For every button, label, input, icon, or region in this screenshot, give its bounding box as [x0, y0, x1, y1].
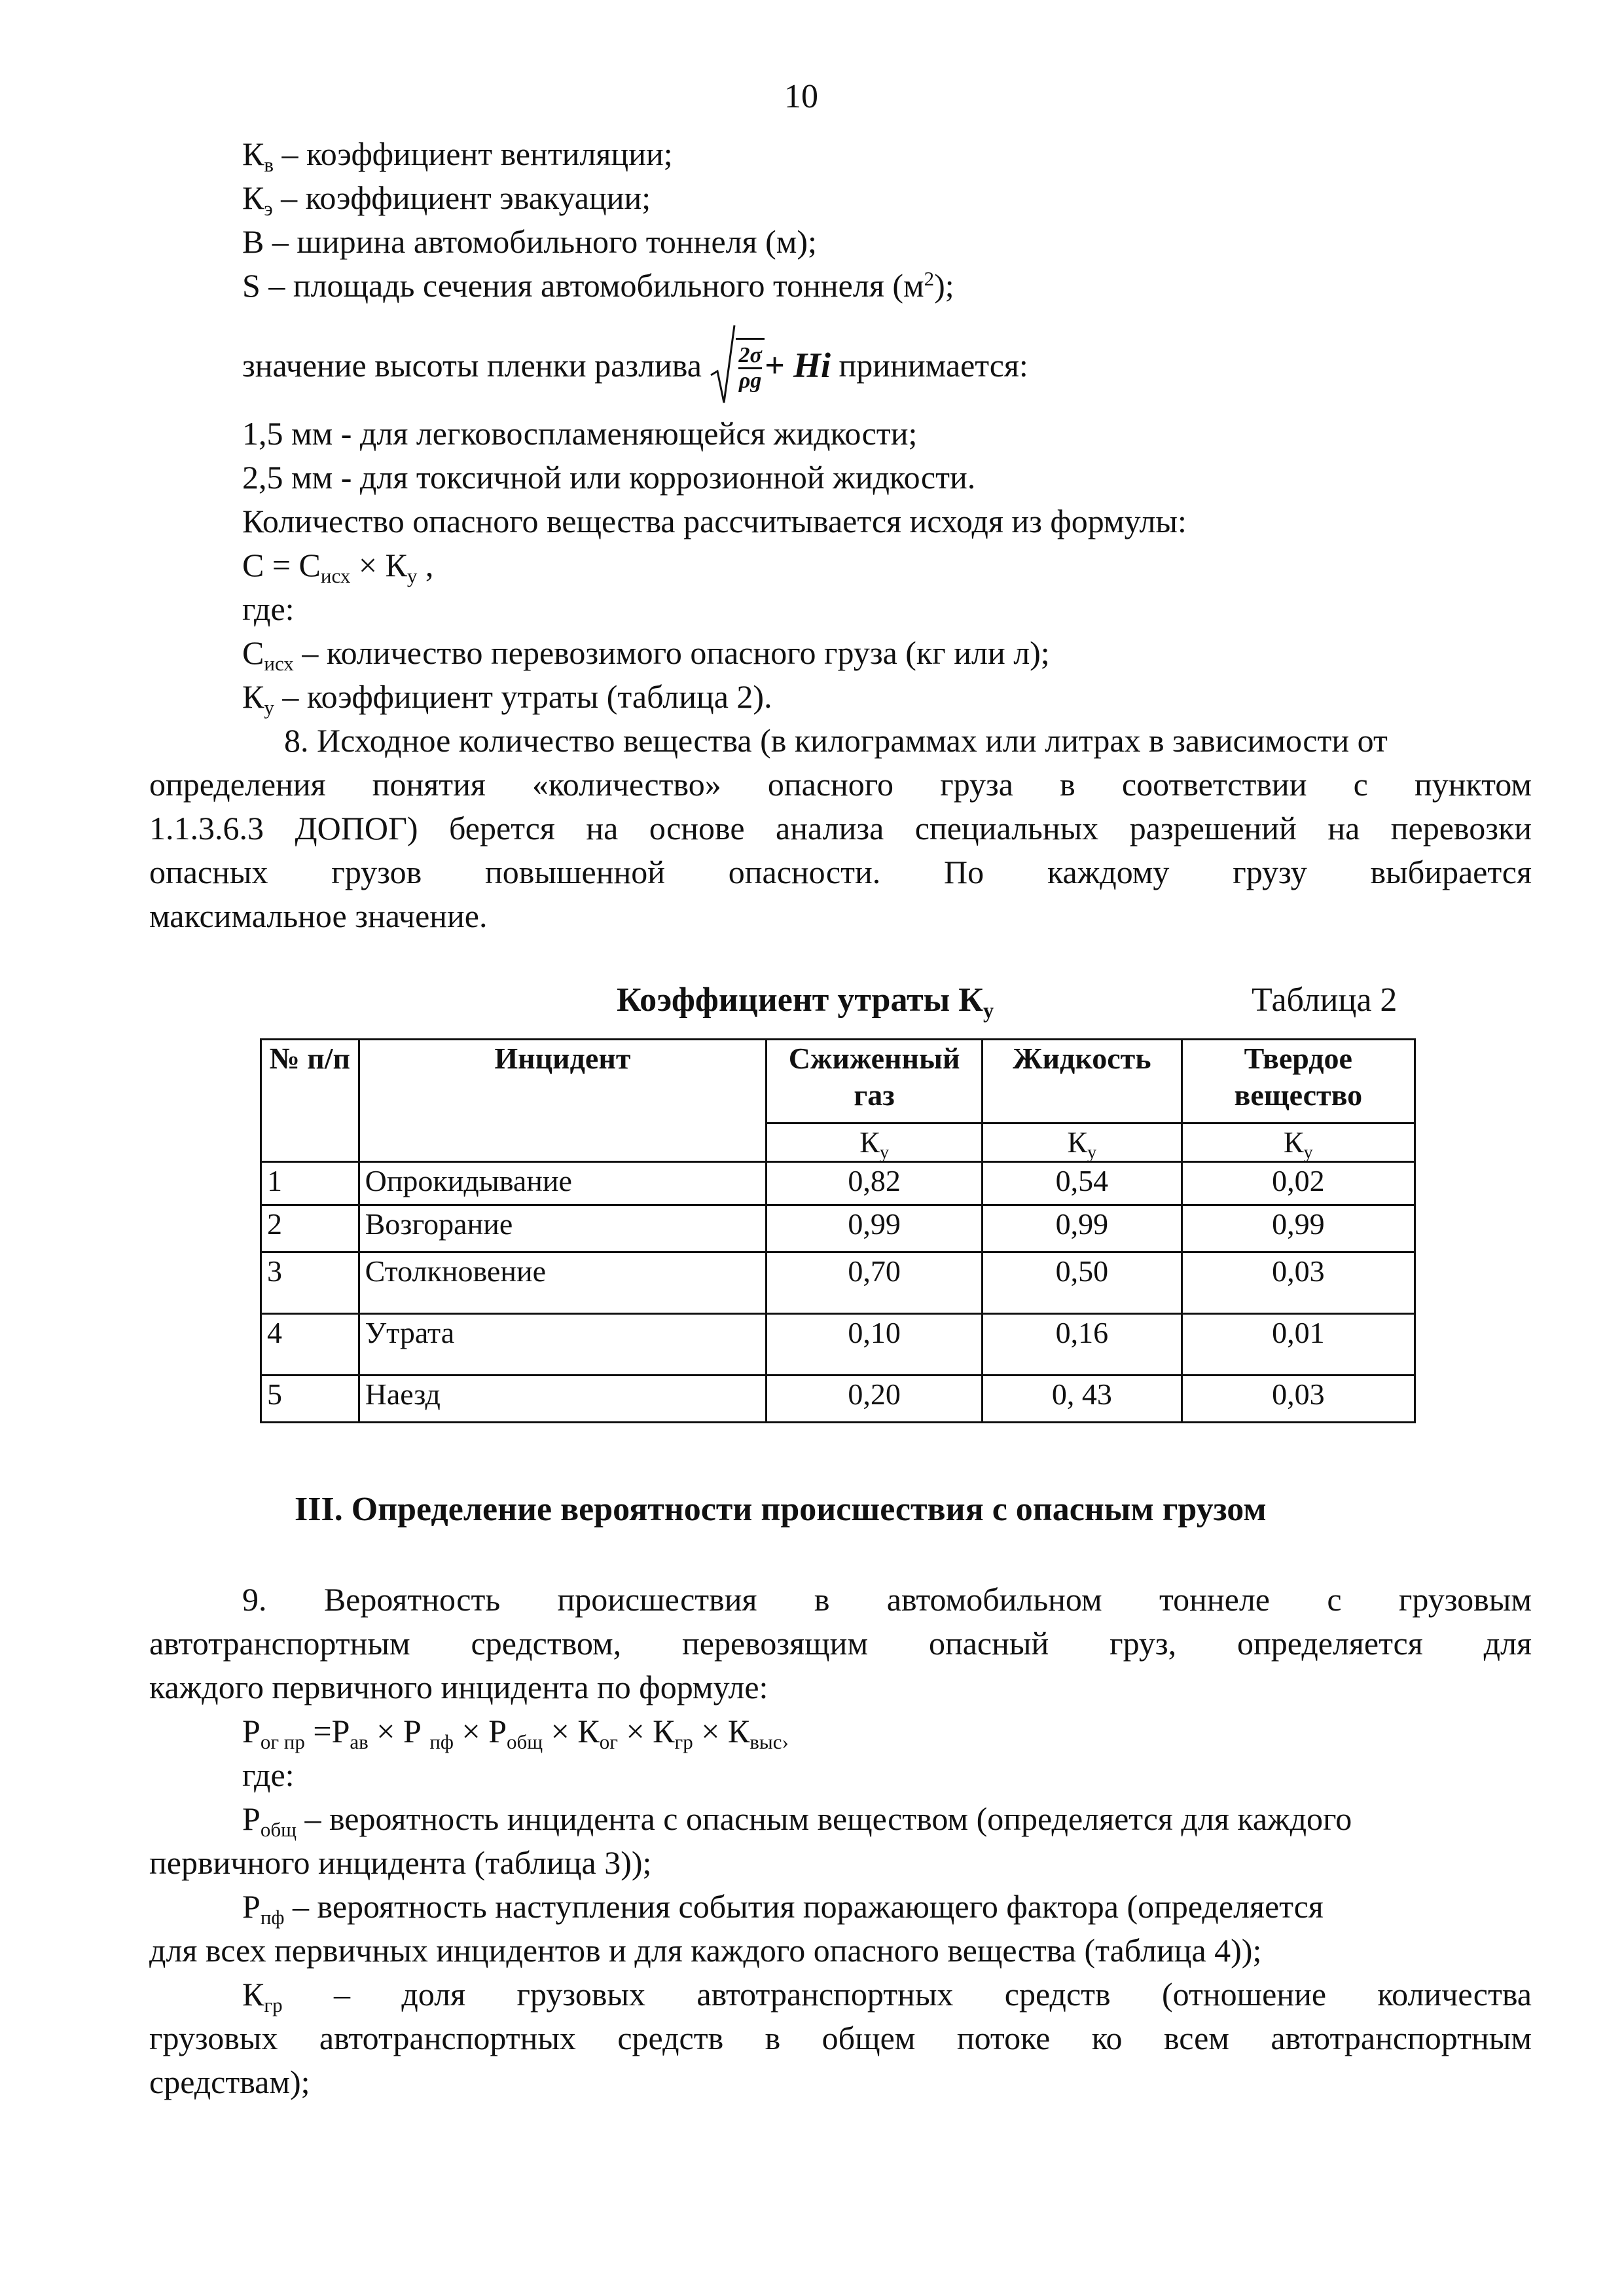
- row-num: 5: [261, 1376, 359, 1423]
- def-ke: $К_э$ – коэффициент эвакуации;: [242, 179, 651, 220]
- p8-line-3: 1.1.3.6.3 ДОПОГ) берется на основе анализа специальных разрешений на перевозки: [149, 810, 1532, 847]
- qty-intro: Количество опасного вещества рассчитывается исходя из формулы:: [242, 503, 1187, 539]
- row-gas: 0,70: [767, 1252, 983, 1314]
- p9-line-1: 9. Вероятность происшествия в автомобильном тоннеле с грузовым: [242, 1581, 1532, 1618]
- row-incident: Возгорание: [359, 1205, 767, 1252]
- table-row: [261, 1314, 1415, 1376]
- formula-p: $Р_{ог пр} =Р_{ав} \times Р$ $_{пф} \times Р_{общ} \times К_{ог} \times К_{гр} \times К_{выс›}$: [242, 1713, 789, 1753]
- plus-hi: + Hi: [764, 346, 831, 385]
- def-b: В – ширина автомобильного тоннеля (м);: [242, 223, 817, 260]
- table-row: [261, 1252, 1415, 1314]
- table-title: Коэффициент утраты $К_у$: [617, 981, 994, 1023]
- fraction: $\frac{2\sigma}{\rho g}$: [736, 338, 764, 393]
- where-2: где:: [242, 1757, 295, 1793]
- row-num: 1: [261, 1162, 359, 1205]
- def-ppf-2: для всех первичных инцидентов и для каждого опасного вещества (таблица 4));: [149, 1932, 1262, 1969]
- row-gas: 0,99: [767, 1205, 983, 1252]
- p8-line-2: определения понятия «количество» опасного груза в соответствии с пунктом: [149, 766, 1532, 803]
- header-gas: Сжиженный газ: [767, 1040, 983, 1123]
- loss-coefficient-table: [260, 1038, 1416, 1423]
- table-row: [261, 1376, 1415, 1423]
- def-kgr-3: средствам);: [149, 2064, 310, 2100]
- def-kgr-2: грузовых автотранспортных средств в общем потоке ко всем автотранспортным: [149, 2020, 1532, 2056]
- p9-line-3: каждого первичного инцидента по формуле:: [149, 1669, 768, 1705]
- table-row: [261, 1162, 1415, 1205]
- table-label: Таблица 2: [1252, 981, 1398, 1019]
- row-solid: 0,03: [1182, 1252, 1415, 1314]
- row-gas: 0,20: [767, 1376, 983, 1423]
- row-solid: 0,02: [1182, 1162, 1415, 1205]
- row-gas: 0,82: [767, 1162, 983, 1205]
- where-1: где:: [242, 591, 295, 627]
- def-kgr-1: $К_{гр}$ – доля грузовых автотранспортных средств (отношение количества: [242, 1976, 1532, 2016]
- formula-c: $С = С_{исх} \times К_у$ ,: [242, 547, 434, 587]
- film-value-1: 1,5 мм - для легковоспламеняющейся жидкости;: [242, 415, 918, 452]
- row-incident: Наезд: [359, 1376, 767, 1423]
- table-row: [261, 1205, 1415, 1252]
- def-ppf-1: $Р_{пф}$ – вероятность наступления события поражающего фактора (определяется: [242, 1888, 1324, 1929]
- row-incident: Утрата: [359, 1314, 767, 1376]
- row-solid: 0,03: [1182, 1376, 1415, 1423]
- def-cisx: $С_{исх}$ – количество перевозимого опасного груза (кг или л);: [242, 634, 1050, 675]
- header-liquid: Жидкость: [983, 1040, 1182, 1123]
- header-incident: Инцидент: [359, 1040, 767, 1162]
- def-kv: $К_в$ – коэффициент вентиляции;: [242, 136, 673, 176]
- table-header-row: [261, 1040, 1415, 1123]
- ky-solid: $К_у$: [1182, 1123, 1415, 1162]
- row-incident: Столкновение: [359, 1252, 767, 1314]
- def-pobsh-2: первичного инцидента (таблица 3));: [149, 1844, 652, 1881]
- header-solid: Твердое вещество: [1182, 1040, 1415, 1123]
- section-heading: III. Определение вероятности происшествия с опасным грузом: [295, 1491, 1267, 1528]
- p8-line-1: 8. Исходное количество вещества (в килограммах или литрах в зависимости от: [284, 722, 1388, 759]
- row-incident: Опрокидывание: [359, 1162, 767, 1205]
- page-number: 10: [784, 78, 818, 115]
- def-s: S – площадь сечения автомобильного тоннеля $(м^2)$;: [242, 266, 954, 304]
- row-liquid: 0,50: [983, 1252, 1182, 1314]
- film-value-2: 2,5 мм - для токсичной или коррозионной жидкости.: [242, 459, 976, 496]
- header-num: № п/п: [261, 1040, 359, 1162]
- sqrt-formula: [710, 323, 764, 408]
- def-ky: $К_у$ – коэффициент утраты (таблица 2).: [242, 678, 772, 719]
- def-pobsh-1: $Р_{общ}$ – вероятность инцидента с опасным веществом (определяется для каждого: [242, 1800, 1352, 1841]
- row-liquid: 0, 43: [983, 1376, 1182, 1423]
- row-num: 4: [261, 1314, 359, 1376]
- p9-line-2: автотранспортным средством, перевозящим опасный груз, определяется для: [149, 1625, 1532, 1662]
- film-height-line: значение высоты пленки разлива $\frac{2\sigma}{\rho g}$ + Hi принимается:: [242, 313, 1028, 418]
- row-liquid: 0,16: [983, 1314, 1182, 1376]
- ky-gas: $К_у$: [767, 1123, 983, 1162]
- row-solid: 0,01: [1182, 1314, 1415, 1376]
- ky-liquid: $К_у$: [983, 1123, 1182, 1162]
- row-num: 3: [261, 1252, 359, 1314]
- row-num: 2: [261, 1205, 359, 1252]
- row-liquid: 0,99: [983, 1205, 1182, 1252]
- p8-line-4: опасных грузов повышенной опасности. По каждому грузу выбирается: [149, 854, 1532, 890]
- row-liquid: 0,54: [983, 1162, 1182, 1205]
- sqrt-icon: [710, 323, 736, 408]
- p8-line-5: максимальное значение.: [149, 898, 488, 934]
- row-gas: 0,10: [767, 1314, 983, 1376]
- row-solid: 0,99: [1182, 1205, 1415, 1252]
